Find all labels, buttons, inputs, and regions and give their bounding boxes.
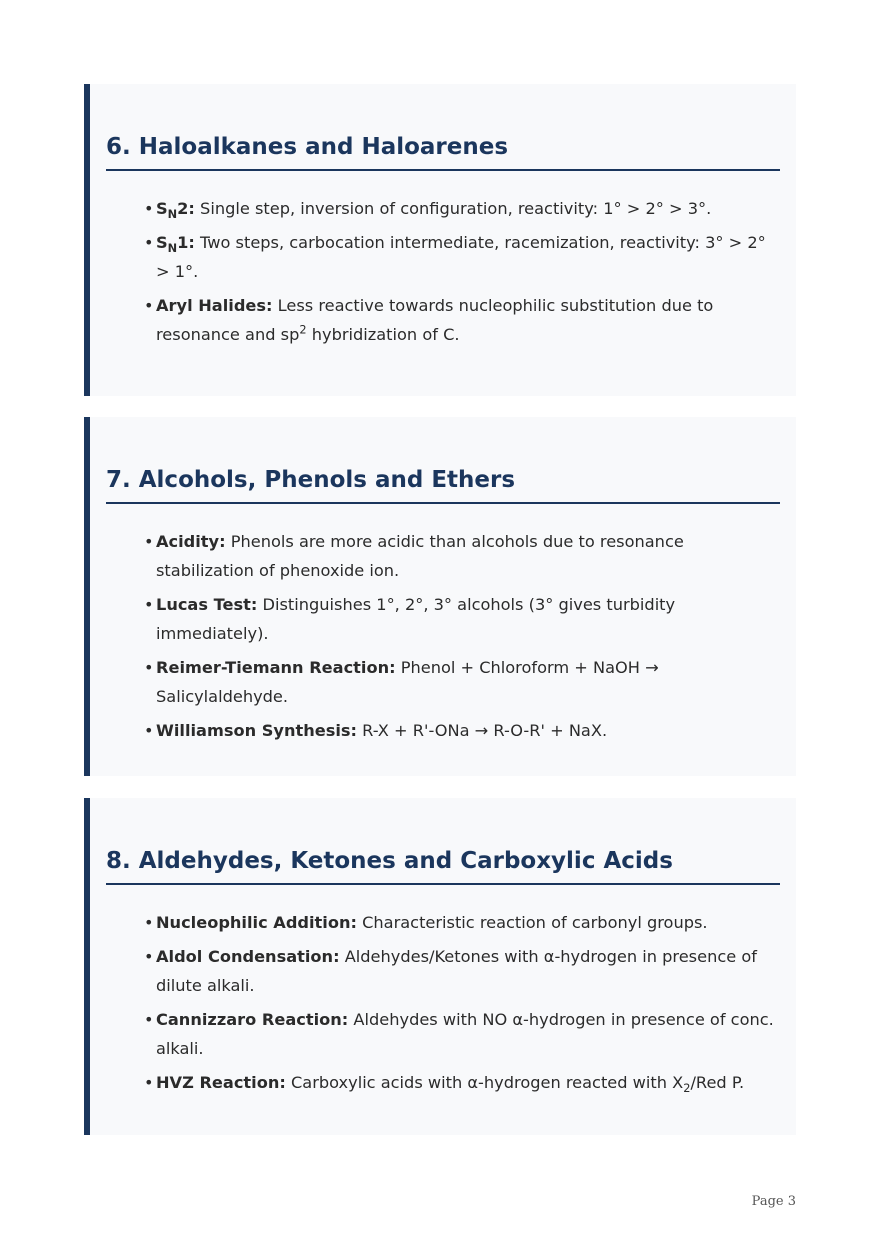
page-number: Page 3 bbox=[751, 1194, 796, 1209]
bullet-list bbox=[156, 527, 782, 750]
list-item: • Aryl Halides: Less reactive towards nucleophilic substitution due to resonance and $sp^2$ hybridization of C. bbox=[156, 291, 782, 349]
item-label: Lucas Test: bbox=[156, 595, 258, 614]
item-label: Reimer-Tiemann Reaction: bbox=[156, 658, 396, 677]
section-title: 8. Aldehydes, Ketones and Carboxylic Acids bbox=[106, 846, 780, 885]
item-label: Aldol Condensation: bbox=[156, 947, 340, 966]
item-label: Nucleophilic Addition: bbox=[156, 913, 357, 932]
item-label: Acidity: bbox=[156, 532, 226, 551]
section-haloalkanes bbox=[84, 84, 796, 396]
bullet-list bbox=[156, 194, 782, 354]
section-aldehydes bbox=[84, 798, 796, 1135]
item-label: HVZ Reaction: bbox=[156, 1073, 286, 1092]
item-label: Aryl Halides: bbox=[156, 296, 273, 315]
item-text: Aldehydes/Ketones with α-hydrogen in presence of dilute alkali. bbox=[156, 947, 757, 995]
list-item bbox=[156, 716, 782, 745]
list-item bbox=[156, 590, 782, 648]
list-item bbox=[156, 194, 782, 223]
item-label: $S_N2$: bbox=[156, 199, 195, 222]
item-text: Less reactive towards nucleophilic substitution due to resonance and sp bbox=[156, 296, 714, 344]
item-text: Distinguishes 1°, 2°, 3° alcohols (3° gives turbidity immediately). bbox=[156, 595, 676, 643]
list-item: • HVZ Reaction: Carboxylic acids with α-hydrogen reacted with $X_2$/Red P. bbox=[156, 1068, 782, 1097]
list-item bbox=[156, 942, 782, 1000]
section-title: 6. Haloalkanes and Haloarenes bbox=[106, 132, 780, 171]
list-item bbox=[156, 653, 782, 711]
item-text: Phenol + Chloroform + NaOH → Salicylaldehyde. bbox=[156, 658, 659, 706]
section-title: 7. Alcohols, Phenols and Ethers bbox=[106, 465, 780, 504]
item-text: Two steps, carbocation intermediate, racemization, reactivity: 3° > 2° > 1°. bbox=[156, 233, 766, 281]
bullet-list bbox=[156, 908, 782, 1102]
section-alcohols bbox=[84, 417, 796, 776]
item-text: Phenols are more acidic than alcohols due to resonance stabilization of phenoxide ion. bbox=[156, 532, 684, 580]
list-item bbox=[156, 1005, 782, 1063]
item-text: Characteristic reaction of carbonyl groups. bbox=[356, 913, 708, 932]
item-text: R-X + R'-ONa → R-O-R' + NaX. bbox=[357, 721, 608, 740]
item-label: Williamson Synthesis: bbox=[156, 721, 358, 740]
item-text: Carboxylic acids with α-hydrogen reacted with X bbox=[285, 1073, 684, 1092]
item-text: Single step, inversion of configuration, reactivity: 1° > 2° > 3°. bbox=[194, 199, 712, 218]
item-label: Cannizzaro Reaction: bbox=[156, 1010, 349, 1029]
list-item bbox=[156, 908, 782, 937]
item-label: $S_N1$: bbox=[156, 233, 195, 256]
item-text: Aldehydes with NO α-hydrogen in presence of conc. alkali. bbox=[156, 1010, 774, 1058]
list-item bbox=[156, 527, 782, 585]
list-item bbox=[156, 228, 782, 286]
